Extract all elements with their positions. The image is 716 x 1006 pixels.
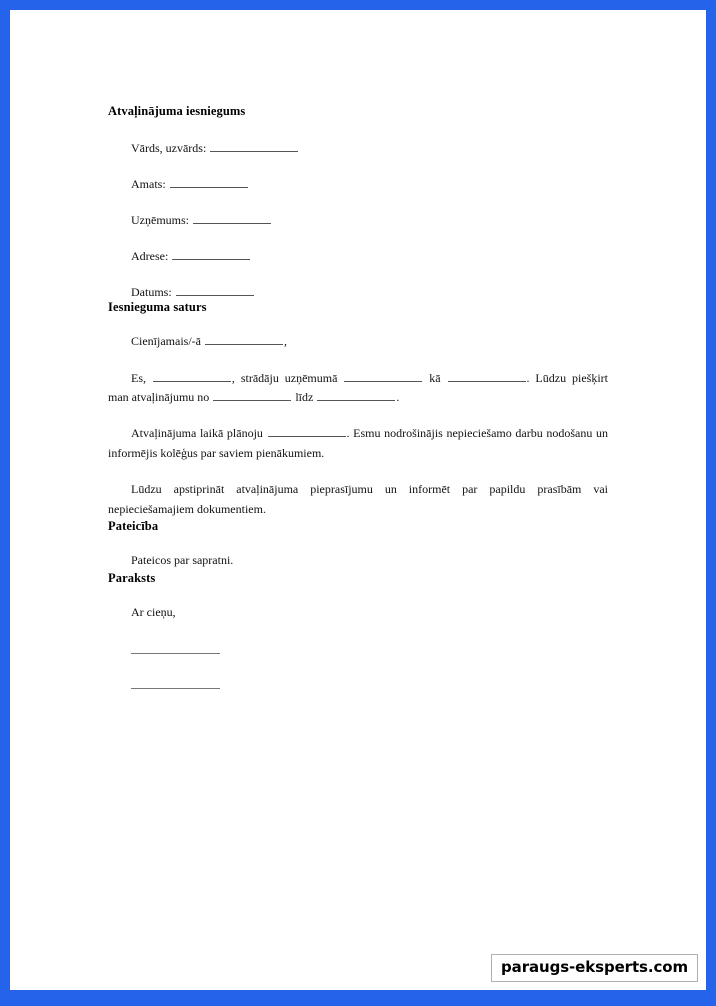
field-blank-position[interactable] xyxy=(170,177,248,188)
signature-line-2[interactable] xyxy=(131,688,220,689)
par1-part2: , strādāju uzņēmumā xyxy=(231,370,338,385)
par1-blank-name[interactable] xyxy=(153,371,231,382)
par1-blank-date-to[interactable] xyxy=(317,390,395,401)
field-label-name: Vārds, uzvārds: xyxy=(131,141,207,156)
section-heading-signature: Paraksts xyxy=(108,570,156,585)
field-row-address xyxy=(108,249,608,264)
page-title: Atvaļinājuma iesniegums xyxy=(108,104,246,118)
par1-part4: . Lūdzu piešķirt man atvaļinājumu no xyxy=(108,370,608,405)
signature-closing: Ar cieņu, xyxy=(131,604,176,619)
par2-blank-plan[interactable] xyxy=(268,427,346,438)
field-blank-address[interactable] xyxy=(172,249,250,260)
thanks-paragraph: Pateicos par sapratni. xyxy=(131,553,234,568)
paragraph-handover xyxy=(108,424,608,463)
signature-line-1[interactable] xyxy=(131,653,220,654)
field-label-company: Uzņēmums: xyxy=(131,213,189,228)
field-row-position xyxy=(108,177,608,192)
paragraph-employment-request xyxy=(108,369,608,408)
par1-blank-position[interactable] xyxy=(448,371,526,382)
salutation-text: Cienījamais/-ā xyxy=(131,334,201,349)
field-blank-name[interactable] xyxy=(210,141,298,152)
salutation-paragraph xyxy=(108,332,608,351)
par2-part2: . Esmu nodrošinājis nepieciešamo darbu nodošanu un informējis kolēģus par saviem pienākumiem. xyxy=(108,426,608,460)
paragraph-confirmation: Lūdzu apstiprināt atvaļinājuma pieprasījumu un informēt par papildu prasībām vai nepieciešamajiem dokumentiem. xyxy=(108,482,608,516)
field-blank-date[interactable] xyxy=(176,285,254,296)
par2-part1: Atvaļinājuma laikā plānoju xyxy=(131,426,263,441)
par1-blank-date-from[interactable] xyxy=(213,390,291,401)
par1-part5: līdz xyxy=(295,390,314,405)
field-label-address: Adrese: xyxy=(131,249,169,264)
field-row-name xyxy=(108,141,608,156)
salutation-comma: , xyxy=(283,334,287,349)
par1-part3: kā xyxy=(429,370,441,385)
document-content xyxy=(108,104,608,689)
section-heading-content: Iesnieguma saturs xyxy=(108,300,207,315)
salutation-blank[interactable] xyxy=(205,335,283,346)
par1-blank-company[interactable] xyxy=(344,371,422,382)
field-label-position: Amats: xyxy=(131,177,166,192)
field-blank-company[interactable] xyxy=(193,213,271,224)
field-label-date: Datums: xyxy=(131,285,172,300)
watermark-badge: paraugs-eksperts.com xyxy=(491,954,698,982)
document-sheet xyxy=(10,10,706,990)
section-heading-thanks: Pateicība xyxy=(108,519,159,534)
field-row-company xyxy=(108,213,608,228)
field-row-date xyxy=(108,285,608,300)
par1-part6: . xyxy=(396,390,400,405)
par1-part1: Es, xyxy=(131,370,146,385)
